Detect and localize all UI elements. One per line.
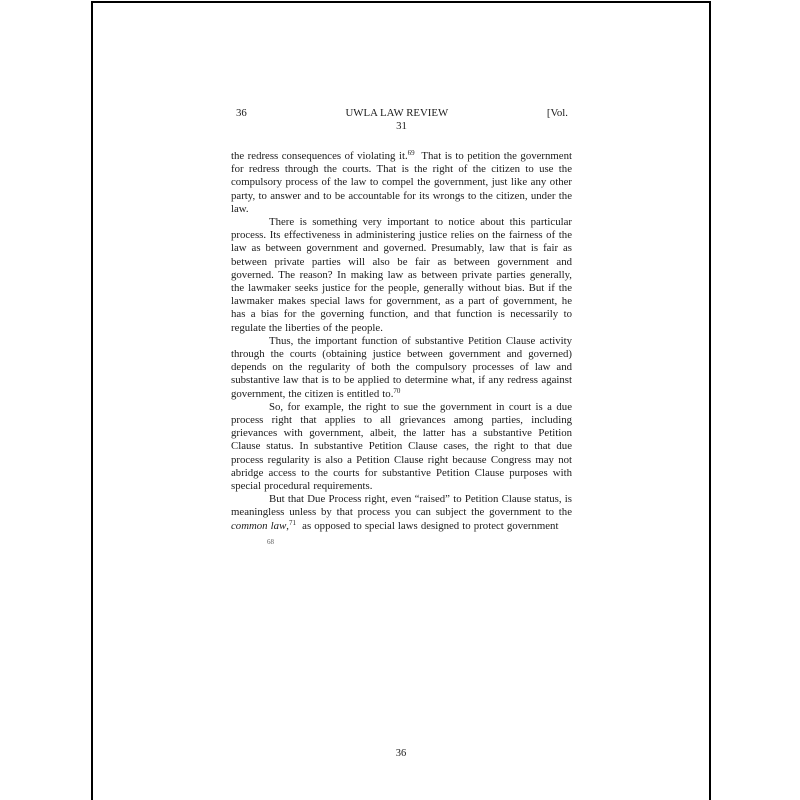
paragraph bbox=[231, 401, 572, 493]
page-footer bbox=[93, 748, 709, 759]
text-run: There is something very important to notice about this particular process. Its effectiveness in administering justice relies on the fairness of the law as between government and governed. Presumably, law that is fair as between private parties will also be fair as between government and governed. The reason? In making law as between private parties generally, the lawmaker seeks justice for the people, generally without bias. But if the lawmaker makes special laws for government, as a part of government, he has a bias for the governing function, and that function is necessarily to regulate the liberties of the people. bbox=[231, 216, 572, 334]
paragraph bbox=[231, 335, 572, 401]
document-page bbox=[91, 1, 711, 800]
journal-title: UWLA LAW REVIEW bbox=[345, 107, 449, 119]
text-run: That is to petition the government for redress through the courts. That is the right of the citizen to use the compulsory process of the law to compel the government, just like any other party, to answer and to be accountable for its wrongs to the citizen, under the law. bbox=[231, 150, 572, 215]
paragraph bbox=[231, 493, 572, 533]
text-run: Thus, the important function of substantive Petition Clause activity through the courts (obtaining justice between government and governed) depends on the regularity of both the compulsory processes of law and substantive law that is to be applied to determine what, if any redress against government, the citizen is entitled to. bbox=[231, 334, 572, 400]
volume-number: 31 bbox=[396, 120, 407, 132]
text-run: the redress consequences of violating it. bbox=[231, 150, 408, 162]
footnote-reference: 71 bbox=[288, 518, 296, 527]
running-header bbox=[231, 107, 572, 133]
footer-page-number: 36 bbox=[395, 748, 407, 759]
footnote-number: 68 bbox=[267, 537, 274, 546]
footnote-reference: 70 bbox=[393, 386, 401, 395]
header-page-number: 36 bbox=[236, 107, 247, 119]
running-header-line1 bbox=[231, 107, 572, 120]
article-body bbox=[231, 150, 572, 533]
text-run: So, for example, the right to sue the government in court is a due process right that applies to all grievances among parties, including grievances with government, albeit, the latter has a substantive Petition Clause status. In substantive Petition Clause cases, the right to that due process regularity is also a Petition Clause right because Congress may not abridge access to the courts for substantive Petition Clause purposes with special procedural requirements. bbox=[231, 400, 572, 493]
italic-text: common law bbox=[231, 519, 287, 532]
paragraph bbox=[231, 150, 572, 216]
footnote-reference: 69 bbox=[407, 149, 415, 157]
page-content bbox=[231, 107, 572, 546]
paragraph bbox=[231, 216, 572, 335]
text-run: , bbox=[286, 519, 289, 532]
volume-prefix: [Vol. bbox=[546, 107, 568, 119]
text-run: as opposed to special laws designed to protect government bbox=[295, 519, 559, 532]
text-run: But that Due Process right, even “raised” to Petition Clause status, is meaningless unless by that process you can subject the government to the bbox=[231, 493, 572, 519]
